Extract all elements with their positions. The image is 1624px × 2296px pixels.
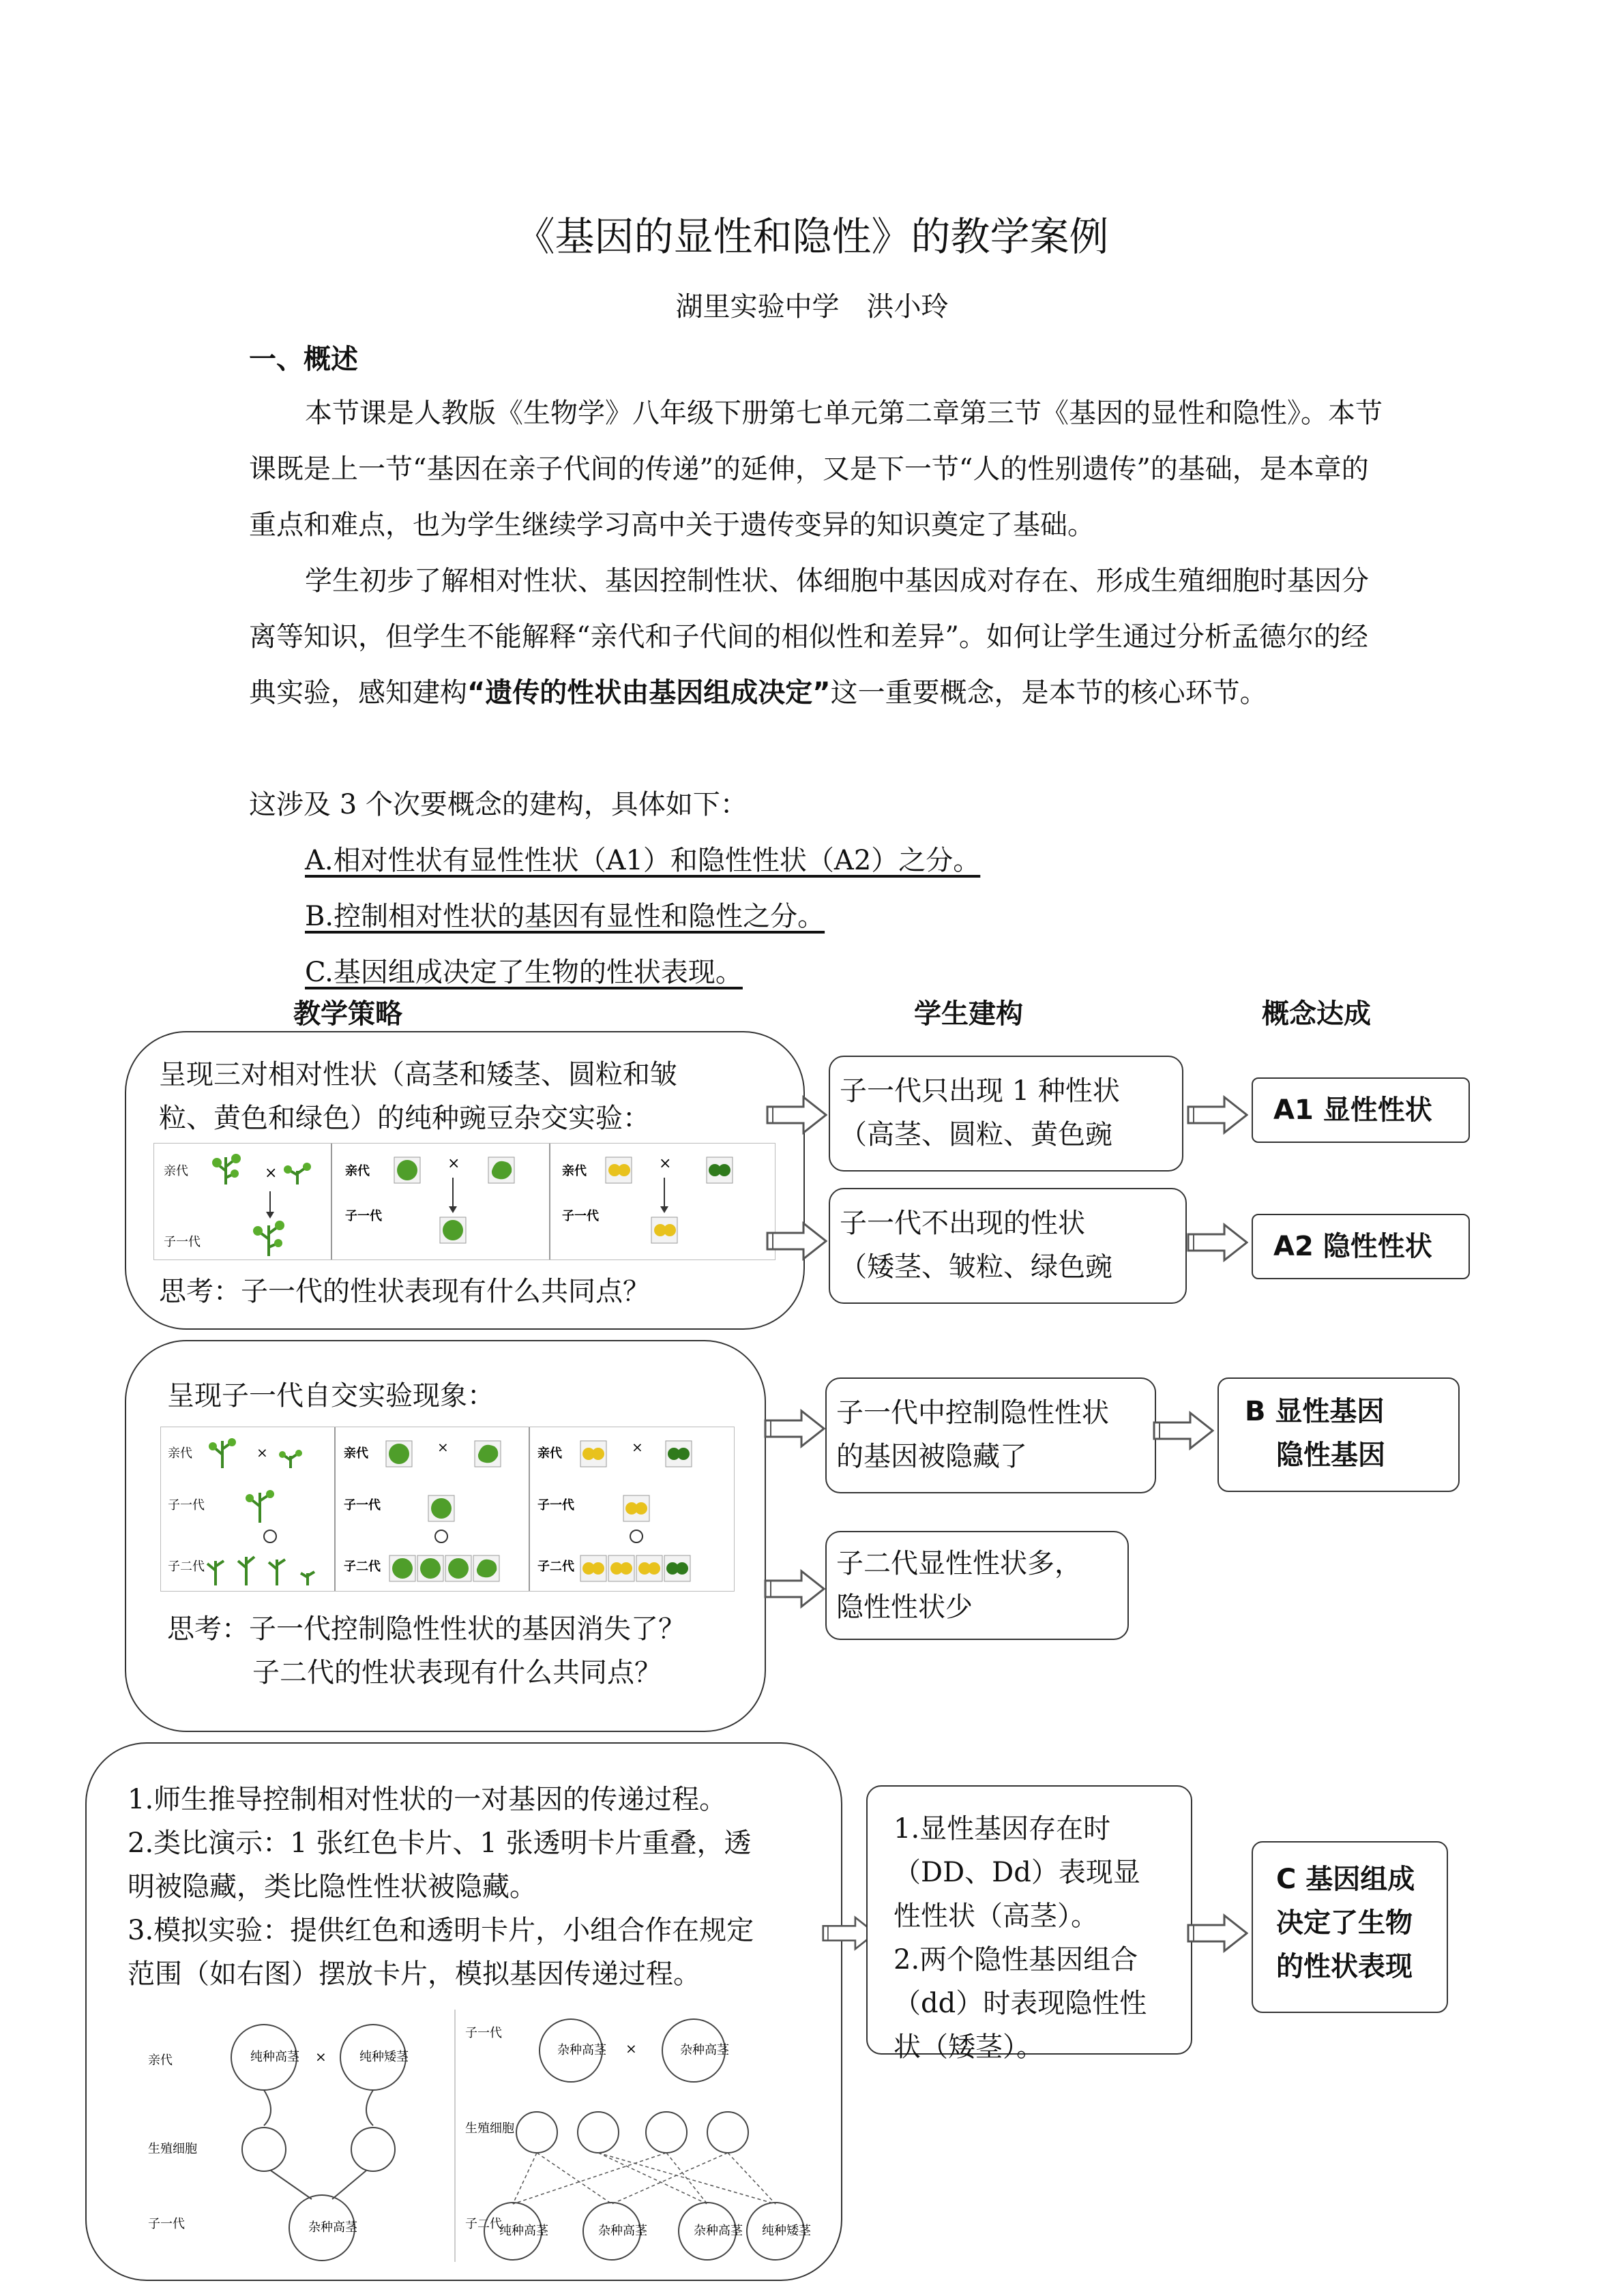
build-3-line4: 2.两个隐性基因组合 (894, 1944, 1138, 1976)
fig-f1-label: 子一代 (537, 1498, 574, 1512)
fig-f2-label: 子二代 (168, 1560, 205, 1574)
achieve-box-b (1217, 1377, 1460, 1492)
build-box-3 (866, 1785, 1192, 2063)
header-strategy: 教学策略 (293, 998, 402, 1030)
fig-parent-label: 亲代 (168, 1446, 192, 1461)
achieve-a1-text: A1 显性性状 (1273, 1094, 1432, 1126)
gamete-circle (351, 2128, 395, 2171)
cross-symbol: × (437, 1439, 449, 1455)
strategy-2-line1: 呈现子一代自交实验现象： (167, 1380, 494, 1412)
gamete-circle (646, 2112, 687, 2153)
gamete-circle (707, 2112, 748, 2153)
cross-symbol: × (659, 1155, 672, 1172)
f2-plants (207, 1557, 314, 1585)
strategy-box-3 (85, 1742, 842, 2281)
self-cross-icon (435, 1530, 447, 1542)
cross-symbol: × (265, 1165, 278, 1182)
arrow-icon (1187, 1913, 1248, 1954)
hybrid-tall-label: 杂种高茎 (680, 2043, 729, 2057)
diag-gamete-label-2: 生殖细胞 (465, 2121, 514, 2136)
page-title: 《基因的显性和隐性》的教学案例 (515, 213, 1109, 260)
selfing-experiment-svg (161, 1427, 734, 1591)
cross-symbol: × (632, 1439, 643, 1455)
yellow-pea-icon (618, 1164, 630, 1176)
yellow-pea-icon (592, 1448, 604, 1460)
strategy-1-line2: 粒、黄色和绿色）的纯种豌豆杂交实验： (159, 1103, 650, 1134)
build-box-2a (825, 1377, 1156, 1493)
plant-icon (209, 1438, 236, 1468)
f2-label-4: 纯种矮茎 (762, 2224, 811, 2238)
strategy-3-line3: 明被隐藏，类比隐性性状被隐藏。 (128, 1871, 537, 1903)
round-pea-icon (431, 1498, 452, 1519)
green-pea-icon (718, 1164, 730, 1176)
paragraph-2 (249, 553, 1395, 721)
concept-a (305, 833, 1451, 889)
arrow-icon (766, 1094, 827, 1135)
hybrid-tall-label: 杂种高茎 (308, 2220, 357, 2235)
fig2-f1-label: 子一代 (345, 1209, 382, 1223)
build-1a-line2: （高茎、圆粒、黄色豌 (840, 1119, 1112, 1150)
strategy-3-line5: 范围（如右图）摆放卡片，模拟基因传递过程。 (128, 1958, 700, 1990)
fig3-parent-label: 亲代 (562, 1164, 587, 1178)
cross-symbol: × (315, 2048, 327, 2065)
build-3-line6: 状（矮茎）。 (894, 2031, 1044, 2063)
paragraph-2-text-c: 这一重要概念，是本节的核心环节。 (830, 677, 1267, 709)
core-concept: “遗传的性状由基因组成决定” (467, 677, 831, 709)
paragraph-3: 这涉及 3 个次要概念的建构，具体如下： (249, 789, 748, 820)
fig-f2-label: 子二代 (537, 1560, 574, 1574)
gamete-circle (242, 2128, 286, 2171)
build-2a-line1: 子一代中控制隐性性状 (836, 1397, 1109, 1429)
f2-peas (580, 1555, 690, 1581)
build-box-2b (825, 1531, 1129, 1640)
selfing-experiment-figure (160, 1427, 735, 1592)
achieve-c-line2: 决定了生物 (1276, 1907, 1413, 1939)
arrow-icon (1187, 1094, 1248, 1135)
f2-label-3: 杂种高茎 (694, 2224, 743, 2238)
connector (332, 2171, 366, 2199)
arrow-icon (1153, 1410, 1214, 1451)
header-build: 学生建构 (914, 998, 1023, 1030)
plant-icon (246, 1490, 274, 1523)
fig-parent-label: 亲代 (537, 1446, 562, 1461)
author-line: 湖里实验中学 洪小玲 (675, 291, 949, 323)
fig-f1-label: 子一代 (344, 1498, 381, 1512)
build-2b-line2: 隐性性状少 (836, 1592, 973, 1623)
achieve-a2-text: A2 隐性性状 (1273, 1231, 1432, 1262)
cross-symbol: × (256, 1444, 268, 1461)
hybrid-tall-label: 杂种高茎 (557, 2043, 606, 2057)
strategy-box-1 (125, 1031, 805, 1330)
cross-experiment-figure (153, 1143, 776, 1260)
paragraph-2-text-a: 学生初步了解相对性状、基因控制性状、体细胞中基因成对存在、形成生殖细胞时基因分离等知识，但学生不能解释“亲代和子代间的相似性和差异”。如何让学生通过分析孟德尔的经典实验，感知建构 (249, 565, 1369, 709)
f2-peas (389, 1555, 499, 1581)
connector (264, 2090, 271, 2126)
arrow-head (266, 1212, 274, 1219)
arrow-head (449, 1206, 457, 1213)
achieve-box-a1 (1252, 1077, 1470, 1143)
concept-a-text: A.相对性状有显性性状（A1）和隐性性状（A2）之分。 (305, 845, 981, 876)
build-3-line2: （DD、Dd）表现显 (894, 1857, 1140, 1888)
diag-f2-label: 子二代 (465, 2217, 502, 2231)
build-3-line3: 性性状（高茎）。 (894, 1900, 1098, 1932)
diag-f1-label-2: 子一代 (465, 2026, 502, 2040)
header-achieve: 概念达成 (1262, 998, 1371, 1030)
strategy-2-think1: 思考：子一代控制隐性性状的基因消失了？ (167, 1613, 685, 1645)
yellow-pea-icon (664, 1224, 676, 1236)
achieve-c-line1: C 基因组成 (1276, 1864, 1415, 1895)
strategy-3-line1: 1.师生推导控制相对性状的一对基因的传递过程。 (128, 1784, 727, 1815)
diag-gamete-label: 生殖细胞 (148, 2142, 197, 2156)
achieve-box-a2 (1252, 1214, 1470, 1279)
pure-short-label: 纯种矮茎 (359, 2050, 409, 2064)
build-box-1b (829, 1188, 1187, 1304)
self-cross-icon (630, 1530, 643, 1542)
cross-symbol: × (447, 1155, 460, 1172)
strategy-3-line2: 2.类比演示：1 张红色卡片、1 张透明卡片重叠，透 (128, 1828, 752, 1859)
connector (366, 2090, 373, 2126)
arrow-icon (1187, 1222, 1248, 1263)
yellow-pea-icon (635, 1502, 647, 1515)
fig-f1-label: 子一代 (168, 1498, 205, 1512)
concept-b (305, 889, 1451, 944)
cross-symbol: × (625, 2040, 637, 2057)
paragraph-1: 本节课是人教版《生物学》八年级下册第七单元第二章第三节《基因的显性和隐性》。本节课既是上一节“基因在亲子代间的传递”的延伸，又是下一节“人的性别遗传”的基础，是本章的重点和难点，也为学生继续学习高中关于遗传变异的知识奠定了基础。 (249, 398, 1383, 541)
short-plant-icon (279, 1450, 302, 1468)
connector (271, 2171, 312, 2199)
fig-parent-label: 亲代 (344, 1446, 368, 1461)
gamete-circle (516, 2112, 557, 2153)
gamete-circle (578, 2112, 619, 2153)
arrow-head (660, 1206, 668, 1213)
build-1b-line1: 子一代不出现的性状 (840, 1208, 1085, 1239)
round-pea-icon (389, 1444, 409, 1464)
cross-experiment-svg (154, 1144, 775, 1259)
concept-c-text: C.基因组成决定了生物的性状表现。 (305, 957, 743, 988)
build-3-line1: 1.显性基因存在时 (894, 1813, 1111, 1845)
build-box-1a (829, 1056, 1183, 1172)
build-2a-line2: 的基因被隐藏了 (836, 1441, 1027, 1472)
strategy-box-2 (125, 1340, 766, 1732)
f2-label-1: 纯种高茎 (499, 2224, 548, 2238)
f2-label-2: 杂种高茎 (598, 2224, 647, 2238)
gamete-connectors (513, 2153, 776, 2204)
diag-f1-label: 子一代 (148, 2217, 185, 2231)
build-1b-line2: （矮茎、皱粒、绿色豌 (840, 1251, 1112, 1283)
build-1a-line1: 子一代只出现 1 种性状 (840, 1075, 1120, 1107)
short-plant-icon (284, 1163, 311, 1184)
achieve-c-line3: 的性状表现 (1276, 1951, 1413, 1982)
arrow-icon (764, 1408, 825, 1449)
build-2b-line1: 子二代显性性状多， (836, 1548, 1082, 1579)
build-3-line5: （dd）时表现隐性性 (894, 1988, 1147, 2019)
fig3-f1-label: 子一代 (562, 1209, 599, 1223)
strategy-3-line4: 3.模拟实验：提供红色和透明卡片，小组合作在规定 (128, 1915, 754, 1946)
self-cross-icon (264, 1530, 276, 1542)
arrow-icon (764, 1568, 825, 1609)
green-pea-icon (677, 1448, 690, 1460)
strategy-2-think2: 子二代的性状表现有什么共同点？ (252, 1657, 662, 1688)
pure-tall-label: 纯种高茎 (250, 2050, 299, 2064)
gene-transfer-diagram (134, 2010, 816, 2269)
arrow-icon (766, 1221, 827, 1262)
round-pea-icon (397, 1160, 417, 1180)
fig1-parent-label: 亲代 (164, 1164, 188, 1178)
strategy-1-think: 思考：子一代的性状表现有什么共同点？ (159, 1276, 650, 1307)
achieve-b-line2: 隐性基因 (1276, 1440, 1385, 1471)
achieve-box-c (1252, 1841, 1448, 2013)
diag-parent-label: 亲代 (148, 2053, 173, 2068)
fig1-f1-label: 子一代 (164, 1235, 201, 1249)
plant-icon (212, 1154, 241, 1184)
section-heading: 一、概述 (249, 344, 358, 375)
fig-f2-label: 子二代 (344, 1560, 381, 1574)
concept-b-text: B.控制相对性状的基因有显性和隐性之分。 (305, 901, 825, 932)
plant-icon (253, 1221, 284, 1256)
fig2-parent-label: 亲代 (345, 1164, 370, 1178)
round-pea-icon (443, 1220, 463, 1240)
achieve-b-line1: B 显性基因 (1245, 1396, 1385, 1427)
strategy-1-line1: 呈现三对相对性状（高茎和矮茎、圆粒和皱 (159, 1059, 677, 1090)
